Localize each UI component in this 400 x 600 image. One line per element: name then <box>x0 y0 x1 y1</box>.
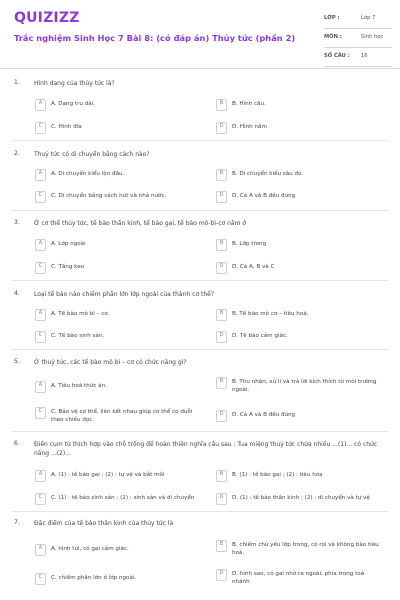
question-text: Đặc điểm của tế bào thần kinh của thủy tức là <box>34 520 174 527</box>
option-text: C. Di chuyển bằng cách hút và nhả nước. <box>51 193 167 199</box>
option-letter: A <box>38 545 43 551</box>
option-text: C. chiếm phần lớn ở lớp ngoài. <box>51 575 137 581</box>
option-text: B. Thu nhận, xử lí và trả lời kích thích từ môi trường ngoài. <box>232 379 377 393</box>
question-number: 1. <box>14 79 20 86</box>
option-letter: B <box>219 541 224 547</box>
option-text: B. (1) : tế bào gai ; (2) : tiêu hóa <box>232 472 323 478</box>
option-text: B. Hình cầu. <box>232 101 266 107</box>
option-text: D. hình sao, có gai nhô ra ngoài, phía trong toả nhánh <box>232 571 365 585</box>
meta-row-subject <box>324 31 392 48</box>
question-number: 7. <box>14 519 20 526</box>
question-text: Hình dạng của thủy tức là? <box>34 80 115 87</box>
option-text: D. Cả A và B đều đúng <box>232 412 296 418</box>
option-letter: A <box>38 100 43 106</box>
option-letter: D <box>219 494 224 500</box>
worksheet-header <box>0 0 400 69</box>
option-letter: A <box>38 382 43 388</box>
option-text: D. Hình nấm <box>232 124 267 130</box>
question-text: Ở cơ thể thủy tức, tế bào thần kinh, tế bào gai, tế bào mô-bì-cơ nằm ở <box>34 220 247 227</box>
option-text: D. Tế bào cảm giác. <box>232 333 288 339</box>
option-text: A. (1) : tế bào gai ; (2) : tự vệ và bắt mồi <box>51 472 165 478</box>
question-number: 5. <box>14 358 20 365</box>
meta-value: Lớp 7 <box>361 15 376 21</box>
option-letter: C <box>38 332 43 338</box>
option-text: B. chiếm chủ yếu lớp trong, có roi và không bào tiêu hoá. <box>232 542 379 556</box>
option-text: A. hình túi, có gai cảm giác. <box>51 546 129 552</box>
question-number: 3. <box>14 219 20 226</box>
option-letter: D <box>219 192 224 198</box>
option-letter: A <box>38 471 43 477</box>
meta-panel <box>324 12 392 69</box>
option-letter: A <box>38 240 43 246</box>
question-text: Loại tế bào nào chiếm phần lớn lớp ngoài của thành cơ thể? <box>34 291 215 298</box>
divider <box>12 431 388 432</box>
option-text: D. Cả A và B đều đúng <box>232 193 296 199</box>
option-text: B. Di chuyển kiểu sâu đo. <box>232 171 304 177</box>
option-letter: B <box>219 240 224 246</box>
option-text: C. Bảo vệ cơ thể, liên kết nhau giúp cơ thể co duỗi theo chiều dọc. <box>51 409 193 423</box>
divider <box>12 349 388 350</box>
question-text: Ở thuỷ tức, các tế bào mô bì – cơ có chức năng gì? <box>34 359 187 366</box>
option-text: C. Hình đĩa <box>51 124 82 130</box>
question-number: 4. <box>14 290 20 297</box>
option-letter: A <box>38 310 43 316</box>
option-letter: A <box>38 170 43 176</box>
option-text: A. Lớp ngoài <box>51 241 86 247</box>
option-letter: B <box>219 378 224 384</box>
option-letter: D <box>219 263 224 269</box>
option-letter: D <box>219 411 224 417</box>
option-text: C. Tế bào sinh sản. <box>51 333 105 339</box>
option-letter: B <box>219 100 224 106</box>
meta-label: LỚP : <box>324 15 340 21</box>
meta-row-question-count <box>324 50 392 67</box>
question-number: 2. <box>14 150 20 157</box>
option-text: C. (1) : tế bào sinh sản ; (2) : sinh sản và di chuyển <box>51 495 195 501</box>
question-text: Điền cụm từ thích hợp vào chỗ trống để hoàn thiện nghĩa câu sau : Tua miệng thuỷ tức chứa nhiều ...(1)... có chức năng ...(2)... <box>34 441 378 457</box>
option-letter: D <box>219 123 224 129</box>
option-letter: D <box>219 570 224 576</box>
meta-label: MÔN : <box>324 34 342 40</box>
quizizz-logo: QUIZIZZ <box>14 10 80 26</box>
meta-row-grade <box>324 12 392 29</box>
question-number: 6. <box>14 440 20 447</box>
option-text: C. Tầng keo <box>51 264 85 270</box>
option-text: A. Tế bào mô bì – cơ. <box>51 311 110 317</box>
meta-value: 16 <box>361 53 368 59</box>
option-text: B. Lớp trong <box>232 241 267 247</box>
option-text: B. Tế bào mô cơ – tiêu hoá. <box>232 311 309 317</box>
option-text: A. Di chuyển kiểu lộn đầu. <box>51 171 125 177</box>
option-text: D. (1) : tế bào thần kinh ; (2) : di chuyển và tự vệ <box>232 495 370 501</box>
option-letter: B <box>219 471 224 477</box>
option-text: A. Dạng trụ dài. <box>51 101 96 107</box>
option-letter: B <box>219 310 224 316</box>
divider <box>12 511 388 512</box>
question-text: Thuỷ tức có di chuyển bằng cách nào? <box>34 151 150 158</box>
option-letter: C <box>38 192 43 198</box>
option-letter: C <box>38 123 43 129</box>
option-text: A. Tiêu hoá thức ăn. <box>51 383 107 389</box>
meta-value: Sinh học <box>361 34 384 40</box>
page-title: Trắc nghiệm Sinh Học 7 Bài 8: (có đáp án) Thủy tức (phần 2) <box>14 33 296 43</box>
option-letter: C <box>38 494 43 500</box>
divider <box>12 140 388 141</box>
option-letter: C <box>38 574 43 580</box>
option-letter: D <box>219 332 224 338</box>
option-letter: B <box>219 170 224 176</box>
meta-label: SỐ CÂU : <box>324 53 350 59</box>
option-letter: C <box>38 263 43 269</box>
option-letter: C <box>38 408 43 414</box>
divider <box>12 210 388 211</box>
option-text: D. Cả A, B và C <box>232 264 275 270</box>
divider <box>12 280 388 281</box>
